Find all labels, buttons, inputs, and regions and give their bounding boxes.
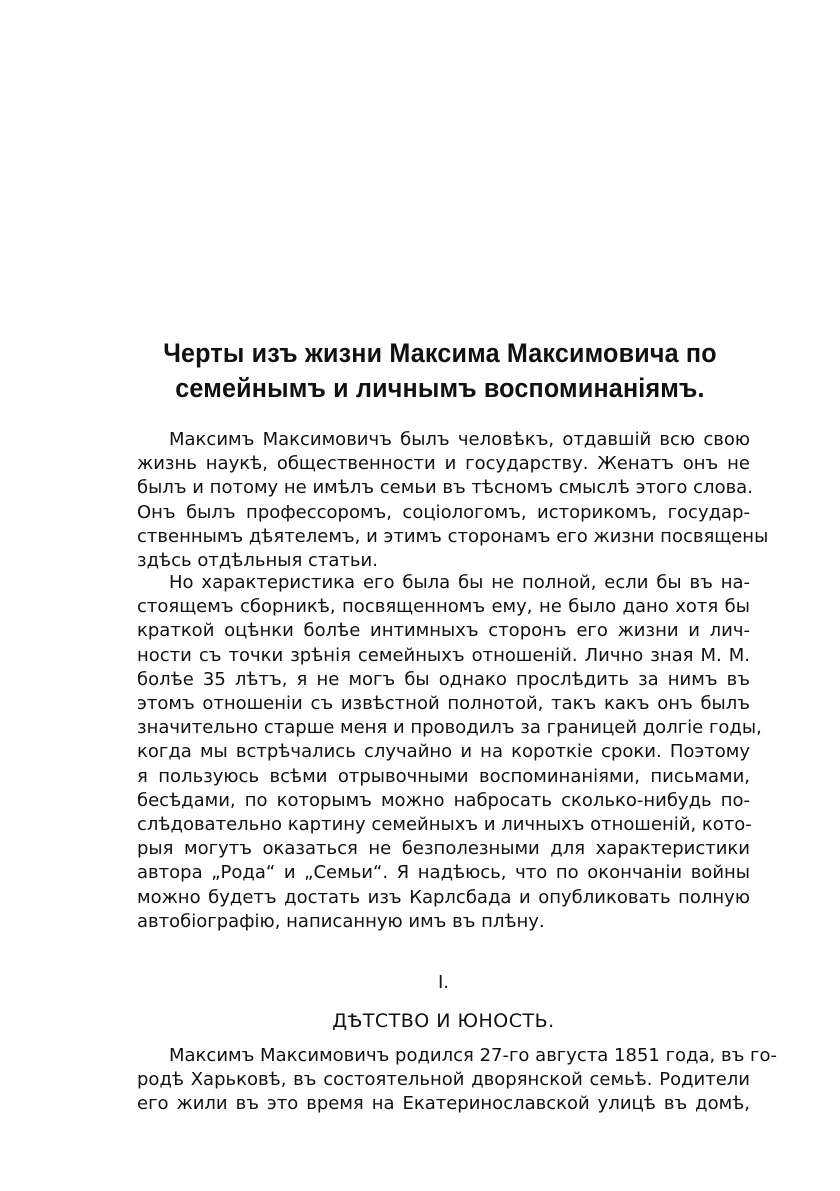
text-line: можно будетъ достать изъ Карлсбада и опубликовать полную bbox=[137, 886, 750, 908]
text-line: Максимъ Максимовичъ былъ человѣкъ, отдавшій всю свою bbox=[169, 429, 750, 450]
text-line: когда мы встрѣчались случайно и на короткіе сроки. Поэтому bbox=[137, 741, 750, 763]
text-line: стоящемъ сборникѣ, посвященномъ ему, не было дано хотя бы bbox=[137, 596, 750, 618]
text-line: родѣ Харьковѣ, въ состоятельной дворянской семьѣ. Родители bbox=[137, 1069, 750, 1091]
text-line: Но характеристика его была бы не полной, если бы въ на- bbox=[169, 572, 750, 593]
text-line: здѣсь отдѣльныя статьи. bbox=[137, 550, 378, 572]
paragraph-3 bbox=[137, 1044, 777, 1117]
title-line-1: Черты изъ жизни Максима Максимовича по bbox=[163, 338, 717, 368]
text-line: ности съ точки зрѣнія семейныхъ отношеній. Лично зная М. М. bbox=[137, 644, 750, 666]
text-line: жизнь наукѣ, общественности и государству. Женатъ онъ не bbox=[137, 453, 750, 475]
text-line: значительно старше меня и проводилъ за границей долгіе годы, bbox=[137, 717, 762, 739]
text-line: Максимъ Максимовичъ родился 27-го августа 1851 года, въ го- bbox=[169, 1045, 777, 1066]
text-line: я пользуюсь всѣми отрывочными воспоминаніями, письмами, bbox=[137, 765, 750, 787]
text-line: слѣдовательно картину семейныхъ и личныхъ отношеній, кото- bbox=[137, 814, 752, 836]
text-line: автобіографію, написанную имъ въ плѣну. bbox=[137, 910, 545, 932]
text-line: его жили въ это время на Екатеринославской улицѣ въ домѣ, bbox=[137, 1093, 750, 1115]
paragraph-2 bbox=[137, 571, 762, 934]
text-line: болѣе 35 лѣтъ, я не могъ бы однако прослѣдить за нимъ въ bbox=[137, 668, 750, 690]
text-line: бесѣдами, по которымъ можно набросать сколько-нибудь по- bbox=[137, 789, 750, 811]
text-line: этомъ отношеніи съ извѣстной полнотой, такъ какъ онъ былъ bbox=[137, 693, 750, 715]
text-line: рыя могутъ оказаться не безполезными для характеристики bbox=[137, 838, 750, 860]
section-number: I. bbox=[437, 972, 450, 993]
text-line: ственнымъ дѣятелемъ, и этимъ сторонамъ его жизни посвящены bbox=[137, 525, 769, 547]
paragraph-1 bbox=[137, 428, 769, 573]
section-heading: ДѢТСТВО И ЮНОСТЬ. bbox=[332, 1010, 555, 1032]
text-line: автора „Рода“ и „Семьи“. Я надѣюсь, что по окончаніи войны bbox=[137, 862, 750, 884]
text-line: былъ и потому не имѣлъ семьи въ тѣсномъ смыслѣ этого слова. bbox=[137, 477, 753, 499]
text-line: Онъ былъ профессоромъ, соціологомъ, историкомъ, государ- bbox=[137, 501, 750, 523]
chapter-title bbox=[142, 336, 737, 406]
title-line-2: семейнымъ и личнымъ воспоминаніямъ. bbox=[175, 373, 705, 403]
text-line: краткой оцѣнки болѣе интимныхъ сторонъ его жизни и лич- bbox=[137, 620, 750, 642]
